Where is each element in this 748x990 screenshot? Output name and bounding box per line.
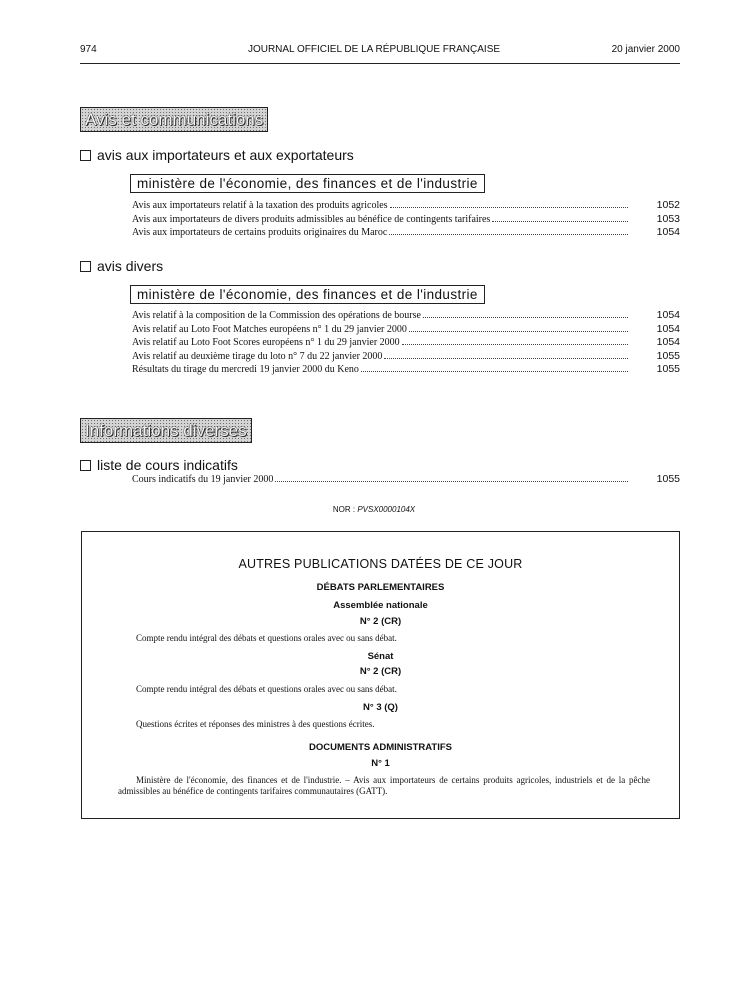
page-number: 974: [80, 44, 97, 55]
toc-entry-page: 1053: [656, 212, 680, 225]
nor-reference: [0, 505, 748, 514]
documents-heading: DOCUMENTS ADMINISTRATIFS: [308, 742, 453, 753]
toc-entry[interactable]: [132, 473, 680, 487]
journal-title: JOURNAL OFFICIEL DE LA RÉPUBLIQUE FRANÇAISE: [247, 44, 501, 55]
toc-entry-text: Avis aux importateurs relatif à la taxation des produits agricoles: [132, 200, 388, 211]
leader-dots: [409, 331, 628, 332]
leader-dots: [384, 358, 628, 359]
checkbox-icon: [80, 460, 91, 471]
section-banner-informations: Informations diverses: [80, 418, 252, 443]
toc-entry-page: 1055: [656, 363, 680, 375]
toc-entry-text: Avis relatif à la composition de la Commission des opérations de bourse: [132, 310, 421, 321]
toc-entry-text: Avis relatif au Loto Foot Scores européens n° 1 du 29 janvier 2000: [132, 337, 400, 348]
toc-entry-page: 1054: [656, 322, 680, 335]
toc-entry[interactable]: [132, 213, 680, 227]
toc-entry-text: Cours indicatifs du 19 janvier 2000: [132, 474, 274, 485]
documents-issue-description: Ministère de l'économie, des finances et de l'industrie. – Avis aux importateurs de certains produits agricoles, industriels et de la pêche admissibles au bénéfice de contingents tarifaires communautaires (GATT).: [118, 775, 650, 796]
toc-entry[interactable]: [132, 363, 680, 377]
toc-entry-text: Avis aux importateurs de divers produits admissibles au bénéfice de contingents tarifaires: [132, 213, 491, 225]
ministry-box: ministère de l'économie, des finances et de l'industrie: [130, 285, 485, 304]
group-heading-importateurs: [80, 147, 354, 163]
toc-entry-page: 1055: [656, 473, 680, 485]
toc-entry[interactable]: [132, 336, 680, 350]
toc-list-cours: [132, 473, 680, 487]
toc-list-divers: [132, 309, 680, 377]
ministry-box: ministère de l'économie, des finances et de l'industrie: [130, 174, 485, 193]
leader-dots: [390, 207, 628, 208]
toc-entry-page: 1052: [656, 199, 680, 211]
leader-dots: [402, 344, 628, 345]
nor-label: NOR :: [332, 505, 356, 514]
group-heading-cours: [80, 457, 238, 473]
assemblee-issue-description: Compte rendu intégral des débats et questions orales avec ou sans débat.: [136, 633, 397, 643]
group-heading-label: liste de cours indicatifs: [97, 457, 238, 473]
documents-issue-number: N° 1: [371, 758, 390, 769]
toc-entry-page: 1054: [656, 309, 680, 321]
group-heading-label: avis divers: [97, 258, 164, 274]
leader-dots: [275, 481, 628, 482]
debats-heading: DÉBATS PARLEMENTAIRES: [316, 582, 445, 593]
toc-entry-page: 1054: [656, 226, 680, 238]
senat-issue-number-1: N° 2 (CR): [359, 666, 402, 677]
nor-code: PVSX0000104X: [357, 505, 416, 514]
senat-issue-description-2: Questions écrites et réponses des ministres à des questions écrites.: [136, 719, 375, 729]
group-heading-label: avis aux importateurs et aux exportateurs: [97, 147, 354, 163]
leader-dots: [492, 221, 628, 222]
senat-issue-number-2: N° 3 (Q): [363, 702, 398, 713]
checkbox-icon: [80, 261, 91, 272]
toc-entry-page: 1054: [656, 336, 680, 348]
group-heading-divers: [80, 258, 163, 274]
checkbox-icon: [80, 150, 91, 161]
toc-entry[interactable]: [132, 309, 680, 323]
senat-heading: Sénat: [367, 651, 394, 662]
leader-dots: [389, 234, 628, 235]
toc-entry[interactable]: [132, 226, 680, 240]
publications-title: AUTRES PUBLICATIONS DATÉES DE CE JOUR: [238, 557, 523, 571]
header-rule: [80, 63, 680, 64]
toc-entry[interactable]: [132, 199, 680, 213]
toc-entry-text: Avis relatif au deuxième tirage du loto n° 7 du 22 janvier 2000: [132, 350, 383, 362]
assemblee-heading: Assemblée nationale: [333, 600, 428, 611]
leader-dots: [423, 317, 628, 318]
senat-issue-description-1: Compte rendu intégral des débats et questions orales avec ou sans débat.: [136, 684, 397, 694]
toc-entry[interactable]: [132, 323, 680, 337]
toc-entry-text: Résultats du tirage du mercredi 19 janvier 2000 du Keno: [132, 364, 359, 375]
section-banner-avis: Avis et communications: [80, 107, 268, 132]
issue-date: 20 janvier 2000: [611, 44, 680, 55]
toc-list-importateurs: [132, 199, 680, 240]
toc-entry-page: 1055: [656, 349, 680, 362]
toc-entry-text: Avis aux importateurs de certains produits originaires du Maroc: [132, 227, 388, 238]
toc-entry-text: Avis relatif au Loto Foot Matches européens n° 1 du 29 janvier 2000: [132, 323, 407, 335]
assemblee-issue-number: N° 2 (CR): [359, 616, 402, 627]
leader-dots: [361, 371, 628, 372]
toc-entry[interactable]: [132, 350, 680, 364]
